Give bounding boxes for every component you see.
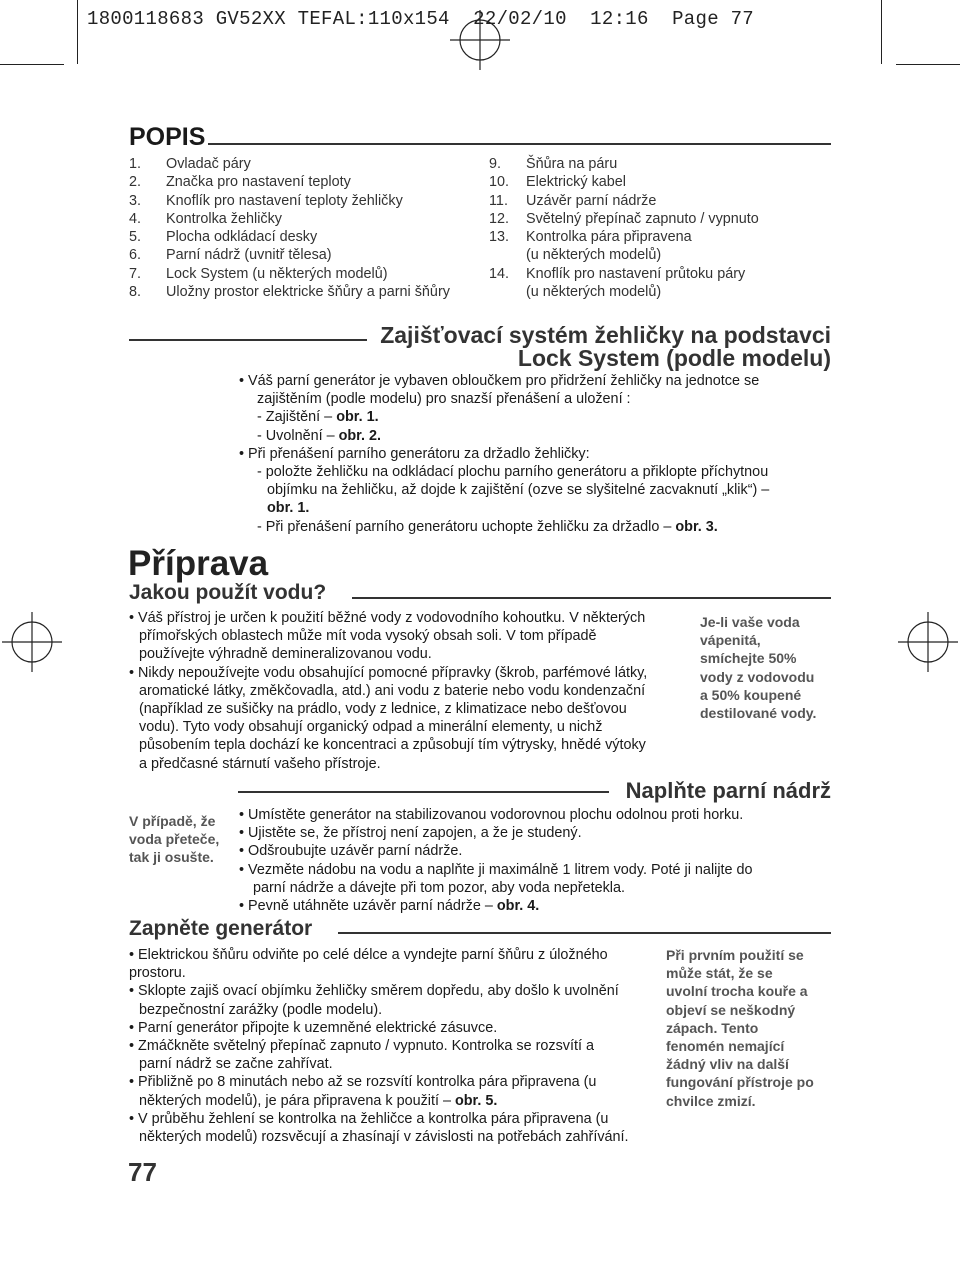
list-item: 2. Značka pro nastavení teploty: [129, 174, 351, 191]
voda-text: • Váš přístroj je určen k použití běžné vody z vodovodního kohoutku. V některých přímořských oblastech může mít voda vysoký obsah soli. V tom případě používejte výhradně demineralizovanou vodu. • Nikdy nepoužívejte vodu obsahující pomocné přípravky (škrob, parfémové látky, aromatické látky, změkčovadla, atd.) ani vodu z baterie nebo vodu kondenzační (například ze sušičky na prádlo, vody z lednice, z klimatizace nebo dešťovou vodu). Tyto vody obsahují organický odpad a minerální elementy, u nichž působením tepla dochází ke koncentraci a způsobují tím výtrysky, hnědé výtoky a předčasné stárnutí vašeho přístroje.: [129, 610, 648, 772]
naplnte-text: • Umístěte generátor na stabilizovanou vodorovnou plochu odolnou proti horku. • Ujistěte se, že přístroj není zapojen, a že je studený. • Odšroubujte uzávěr parní nádrže. • Vezměte nádobu na vodu a naplňte ji maximálně 1 litrem vody. Poté ji nalijte do parní nádrže a dávejte při tom pozor, aby voda nepřetekla. • Pevně utáhněte uzávěr parní nádrže – obr. 4.: [239, 807, 753, 915]
title-rule: [129, 339, 367, 341]
crop-mark: [0, 64, 64, 65]
title-rule: [352, 597, 831, 599]
title-rule: [238, 791, 609, 793]
list-item: 10. Elektrický kabel: [489, 174, 626, 191]
list-item: 7. Lock System (u některých modelů): [129, 265, 388, 282]
list-item: 11. Uzávěr parní nádrže: [489, 192, 657, 209]
section-title-lock-line1: Zajišťovací systém žehličky na podstavci: [380, 322, 831, 348]
list-item: 3. Knoflík pro nastavení teploty žehličky: [129, 192, 403, 209]
list-item: 13. Kontrolka pára připravena: [489, 229, 692, 246]
voda-sidenote: Je-li vaše voda vápenitá, smíchejte 50% vody z vodovodu a 50% koupené destilované vody.: [700, 614, 817, 722]
list-item: 14. Knoflík pro nastavení průtoku páry: [489, 265, 746, 282]
crop-mark: [896, 64, 960, 65]
naplnte-sidenote: V případě, že voda přeteče, tak ji osušte.: [129, 813, 220, 866]
list-item: 5. Plocha odkládací desky: [129, 229, 318, 246]
registration-mark-icon: [2, 612, 62, 672]
list-item: 9. Šňůra na páru: [489, 156, 618, 172]
title-rule: [338, 932, 831, 934]
page-number: 77: [128, 1157, 157, 1187]
subsection-title-voda: Jakou použít vodu?: [129, 581, 327, 604]
registration-mark-icon: [450, 10, 510, 70]
list-item: 6. Parní nádrž (uvnitř tělesa): [129, 247, 332, 264]
list-item: 12. Světelný přepínač zapnuto / vypnuto: [489, 210, 759, 227]
zapnete-sidenote: Při prvním použití se může stát, že se uvolní trocha kouře a objeví se neškodný zápach. Tento fenomén nemající žádný vliv na další fungování přístroje po chvilce zmizí.: [666, 947, 814, 1109]
section-title-priprava: Příprava: [128, 544, 269, 583]
crop-mark: [881, 0, 882, 64]
zapnete-text: • Elektrickou šňůru odviňte po celé délce a vyndejte parní šňůru z úložného prostoru. • Sklopte zajiš ovací objímku žehličky směrem dopředu, aby došlo k uvolnění bezpečnostní zarážky (podle modelu). • Parní generátor připojte k uzemněné elektrické zásuvce. • Zmáčkněte světelný přepínač zapnuto / vypnuto. Kontrolka se rozsvítí a parní nádrž se začne zahřívat. • Přibližně po 8 minutách nebo až se rozsvítí kontrolka pára připravena (u některých modelů), je pára připravena k použití – obr. 5. • V průběhu žehlení se kontrolka na žehličce a kontrolka pára připravena (u některých modelů) rozsvěcují a zhasínají v závislosti na potřebách zahřívání.: [129, 947, 629, 1146]
lock-text: • Váš parní generátor je vybaven obloučkem pro přidržení žehličky na jednotce se zajištěním (podle modelu) pro snazší přenášení a uložení : - Zajištění – obr. 1. - Uvolnění – obr. 2. • Při přenášení parního generátoru za držadlo žehličky: - položte žehličku na odkládací plochu parního generátoru a přiklopte příchytnou objímku na žehličku, až dojde k zajištění (ozve se slyšitelné zacvaknutí „klik“) – obr. 1. - Při přenášení parního generátoru uchopte žehličku za držadlo – obr. 3.: [239, 373, 770, 535]
section-title-popis: POPIS: [129, 123, 206, 151]
list-item: 8. Uložny prostor elektricke šňůry a parni šňůry: [129, 284, 450, 301]
registration-mark-icon: [898, 612, 958, 672]
list-item: (u některých modelů): [526, 284, 662, 301]
section-title-zapnete: Zapněte generátor: [129, 917, 313, 940]
list-item: (u některých modelů): [526, 247, 662, 264]
list-item: 4. Kontrolka žehličky: [129, 210, 282, 227]
print-header: 1800118683 GV52XX TEFAL:110x154 22/02/10 12:16 Page 77: [87, 8, 755, 30]
title-rule: [208, 143, 831, 145]
section-title-naplnte: Naplňte parní nádrž: [625, 778, 831, 803]
list-item: 1. Ovladač páry: [129, 156, 251, 172]
crop-mark: [77, 0, 78, 64]
section-title-lock-line2: Lock System (podle modelu): [517, 345, 831, 371]
parts-list-left: [129, 155, 450, 301]
parts-list-right: [489, 155, 759, 301]
